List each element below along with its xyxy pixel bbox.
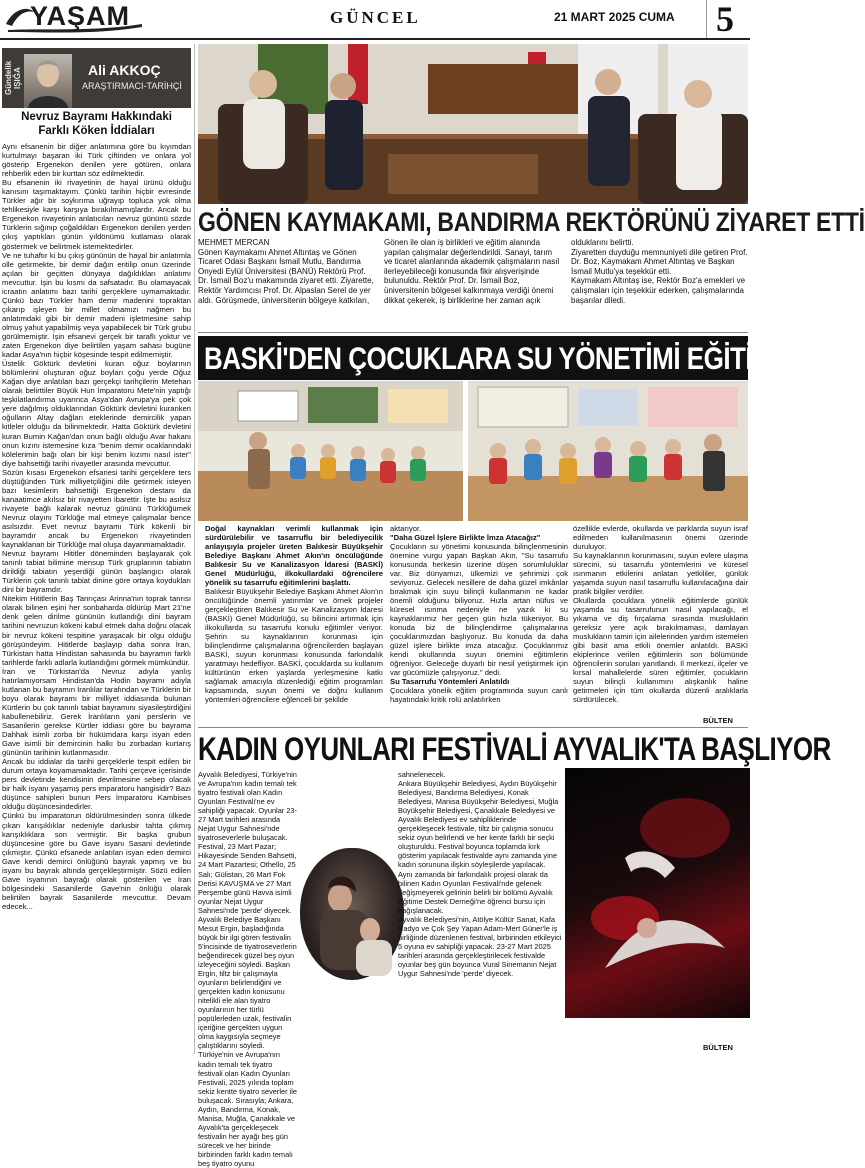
column-paragraph: Aynı efsanenin bir diğer anlatımına göre bu kıyımdan kurtulmayı başaran iki Türk çiftinden ve onlara yol gösterip Ergenekon denilen yere götüren, onlara rehberlik eden bir kurttan söz edilmektedir.	[2, 142, 191, 179]
story2-body: aktarıyor.	[390, 524, 422, 533]
issue-date: 21 MART 2025 CUMA	[554, 10, 675, 24]
dancer-scene-icon	[565, 768, 750, 1018]
story2-body: Çocukların su yönetimi konusunda bilinçlenmesinin önemine vurgu yapan Başkan Akın, "Su tasarrufu konusunda herkesin üzerine düşen sorumluluklar var. Biz dünyamızı, ülkemizi ve şehrimizi çok seviyoruz. Gelecek nesillere de daha güzel imkânlar bırakmak için suyu bilinçli kullanmanın ne kadar önemli olduğunu biliyoruz. Hızla artan nüfus ve küresel ısınma nedeniyle ne yazık ki su kaynaklarımız her geçen gün hızla tükeniyor. Bu konuda biz de bilinçlendirme çalışmalarına çocuklarımızdan başlıyoruz. Bu konuda da daha güzel işlere birlikte imza atacağız. Çocuklarımız kendi okullarında suyun önemini eğitimlerin öğreniyor. Geleceğe duyarlı bir nesil yetiştirmek için var gücümüzle çalışıyoruz." dedi.	[390, 542, 568, 677]
column-paragraph: Nevruz bayramı Hititler döneminden başlayarak çok tanınlı tabiat bilimine mensup Türk gruplarının tabiatın dirildiği tabiatın yeşerdiği günün başlangıcı olarak Türklerin çok tanınlı tabiat dinine göre ortaya koydukları dini bir bayramdır.	[2, 549, 191, 595]
story1-column-1: MEHMET MERCAN Gönen Kaymakamı Ahmet Altıntaş ve Gönen Ticaret Odası Başkanı İsmail Mutlu, Bandırma Onyedi Eylül Üniversitesi (BANÜ) Rektörü Prof. Dr. İsmail Boz'u makamında ziyaret etti. Ziyarette, Rektör Yardımcısı Prof. Dr. Alpaslan Serel de yer aldı. Görüşmede, üniversitenin bölgeye katkıları,	[198, 238, 374, 305]
author-role: ARAŞTIRMACI-TARİHÇİ	[82, 81, 182, 91]
column-paragraph: Üstelik Göktürk devletini kuran oğuz boylarının bölümlerini oluşturan oğuz boyları çoğu yerde Oğuz Kağan diye anlatılan bazı gerçekçi tarihçilerin Metehan olarak belirttiler Büyük Hun İmparatoru Mete'nin yaptığı teşkilatlandırma uyarınca Asya'dan Avrupa'ya pek çok yere dağılmış olduklarından Göktürk devletini kuranken oğulların Altay dağları eteklerinde demircilik yapan kitleler olduğu da bilinmektedir. Hatta Göktürk devletini kuran Bumin Kağan'dan onun bağlı olduğu Avar hakanı onun kızını istemesine kıza "benim demir ocaklarındaki kölelerimin bağı olan bir kişi benim kızımı nasıl ister" diye bahsettiği tarihi rivayetler arasında mevcuttur.	[2, 359, 191, 468]
author-portrait-icon	[24, 54, 72, 108]
column-paragraph: Sözün kısası Ergenekon efsanesi tarihi gerçeklere ters düştüğünden Türk milliyetçiliğini dile getirmek isteyen bazı kesimlerin bahsettiği Ergenekon destanı da kanaatimce akılsız bir rivayetten ibarettir. İşte bu asılsız rivayete bağlı kalarak nevruz gününü Türklüğümek Nevruz olayını Türklüğe mal etmeye çalışmalar bence asılsızdır. Evet nevruz bayramı Türk kökenli bir bayramdır ancak bu Ergenekon rivayetinden kaynaklanan bir Türklüğe mal oluşa dayanmamaktadır.	[2, 467, 191, 550]
column-label: Gündelik IŞIĞA	[4, 60, 22, 96]
author-photo	[24, 54, 72, 108]
story2-lead: Doğal kaynakları verimli kullanmak için sürdürülebilir ve tasarruflu bir belediyecilik anlayışıyla projeler üreten Balıkesir Büyükşehir Belediye Başkanı Ahmet Akın'ın öncülüğünde Balıkesir Su ve Kanalizasyon İdaresi (BASKİ) Genel Müdürlüğü, ilkokullardaki öğrencilere yönelik su tasarrufu eğitimlerini başlattı.	[205, 524, 383, 587]
column-title	[2, 110, 191, 138]
column-paragraph: Çünkü bu imparatorun öldürülmesinden sonra ülkede çıkan karışıklıklar nedeniyle darlusbir tahta çıkmış karışıklıklara son vermiştir. Bir başka grubun düşüncesine göre bu Gave isyanı Sasani devletinde çıkmıştır. Çünkü efsanede anlatılan isyan eden demirci Gave kendi demirci önlüğünü bayrak yapmış ve bu isyanı bu bayrak altında gerçekleştirmiştir. Sözü edilen Gave isyanının bayrağı olarak gösterilen ve İran bölgesindeki Sasanilerde Gave'nin önlüğü olarak belirtilen bayrak Sasanilerde mevcuttur. Devam edecek...	[2, 811, 191, 911]
column-body	[2, 142, 191, 911]
theatre-photo	[300, 848, 404, 980]
performance-photo	[565, 768, 750, 1018]
column-title-line1: Nevruz Bayramı Hakkındaki	[21, 111, 172, 123]
author-box	[2, 48, 191, 108]
section-rule	[198, 727, 748, 728]
author-name: Ali AKKOÇ	[88, 62, 161, 78]
logo-text: YAŞAM	[30, 1, 131, 31]
column-paragraph: İran ve Türkistan'da Nevruz adıyla yanlış hatırlamıyorsam Hindistan'da Hodin bayramı adıyla kutlanan bu bayramın İranlılar tarafından ve Türklerin bir boyu olarak bayramı bir milliyet iddiasında bulunan Kürtlerin bu çok tanınlı tabiat bayramını siyasileştirdiğini kabullenebiliriz. Gerek İranlıların yani perslerin ve Sasanilerin gerekse Kürtler iddiası göre bu bayrama Dahhak isimli zorba bir hükümdara karşı isyan eden Gave isimli bir demircinin halkı bu zorbadan kurtarış gününün tarihinin kutlanmasıdır.	[2, 666, 191, 758]
page-number: 5	[716, 0, 734, 39]
classroom-scene-icon	[198, 381, 748, 521]
story3-byline: BÜLTEN	[703, 1043, 733, 1052]
story1-headline: GÖNEN KAYMAKAMI, BANDIRMA REKTÖRÜNÜ ZİYARET ETTİ	[198, 207, 865, 237]
story2-headline: BASKİ'DEN ÇOCUKLARA SU YÖNETİMİ EĞİTİMİ	[204, 340, 781, 376]
story2-subheading: "Daha Güzel İşlere Birlikte İmza Atacağız"	[390, 533, 541, 542]
story3-column-1: Ayvalık Belediyesi, Türkiye'nin ve Avrupa'nın kadın temalı tek tiyatro festivali olan Kadın Oyunları Festivali'ne ev sahipliği yapacak. Oyunlar 23-27 Mart tarihleri arasında Nejat Uygur Sahnesi'nde tiyatroseverlerle buluşacak. Festival, 23 Mart Pazar; Hikayesinde Senden Bahsetti, 24 Mart Pazartesi; Othello, 25 Salı; Gülistan, 26 Mart Fok Derisi KAVUŞMA ve 27 Mart Perşembe günü Havva isimli oyunlar Nejat Uygur Sahnesi'nde 'perde' diyecek. Ayvalık Belediye Başkanı Mesut Ergin, başladığında büyük bir ilgi gören festivalin 5'incisinde de tiyatroseverlerin beğendirecek güzel beş oyun izleyeceğini söyledi. Başkan Ergin, tiltz bir çalışmayla oyunların belirlendiğini ve gerçekten kadın konusunu nitelikli ele alan tiyatro oyunlarının her türlü popülerleden uzak, festivalin içeriğine gerçekten uygun olma kaygısıyla seçmeye çalıştıklarını söyledi. Türkiye'nin ve Avrupa'nın kadın temalı tek tiyatro festivali olan Kadın Oyunları Festivali, 2025 yılında toplam sekiz kentte tiyatro severler ile buluşacak. Sırasıyla; Ankara, Aydın, Bandırma, Konak, Manisa, Muğla, Çanakkale ve Ayvalık'ta gerçekleşecek festivalin her ayağı beş gün sürecek ve her birinde birbirinden farklı kadın temalı beş tiyatro oyunu	[198, 770, 298, 1168]
story2-column-1	[205, 524, 383, 704]
story2-body: Balıkesir Büyükşehir Belediye Başkanı Ahmet Akın'ın öncülüğünde önemli yatırımlar ve örnek projeler gerçekleştiren Balıkesir Su ve Kanalizasyon İdaresi (BASKİ) Genel Müdürlüğü, su bilincini artırmak için ilkokullarda su tasarrufu konulu eğitimler veriyor. Şehrin su kaynaklarının korunması için bilinçlendirme çalışmalarına öğrencilerden başlayan BASKİ, suyun korunması konusunda farkındalık yaratmayı hedefliyor. BASKİ, çocuklarda su kullanım kültürünün erken yaşlarda yerleşmesine katkı sağlamak amacıyla düzenlediği eğitim programları kapsamında, suyun önemi ve doğru kullanım yöntemleri öğrencilere eğlenceli bir şekilde	[205, 587, 383, 704]
story2-column-3: özellikle evlerde, okullarda ve parklarda suyun israf edilmeden kullanılmasının önemi üzerinde duruluyor. Su kaynaklarının korunmasını, suyun evlere ulaşma sürecini, su tasarrufu yöntemlerini ve küresel ısınmanın etkilerini anlatan yetkililer, günlük yaşamda suyun nasıl tasarruflu kullanılacağına dair pratik bilgiler verdiler. Okullarda çocuklara yönelik eğitimlerde günlük yaşamda su tasarrufunun nasıl yapılacağı, el yıkama ve diş fırçalama sırasında musluklarin gereksiz yere açık bırakılmaması, damlayan muslukların tamiri için ailelerinden yardım istemeleri gibi basit ama etkili önemler anlatıldı. BASKİ ekiplerince verilen eğitimlerin son bölümünde öğrencilerin soruları yanıtlandı. İl merkezi, ilçeler ve kırsal mahallelerde süren eğitimler, çocukların suyun bilinçli kullanımını alışkanlık haline getirmeleri için tüm okullarda düzenli aralıklarla sürdürülecek.	[573, 524, 748, 704]
opinion-column	[2, 48, 191, 1054]
actors-scene-icon	[300, 848, 404, 980]
column-title-line2: Farklı Köken İddiaları	[38, 125, 155, 137]
meeting-scene-icon	[198, 44, 748, 204]
column-paragraph: Nitekim Hititlerin Baş Tanrıçası Arinna'nın toprak tanrısı olarak bilinen eşini her sonbaharda öldürüp Mart 21'ne denk gelen dirilme gününün kutlandığı dini bayram tarihini nevruzun kökeni kabul etmek daha doğru olacak bir nevruz kökeni tespitine yaraşacak bir olgu olduğu görüşündeyim. Hititlerde başlayıp daha sonra İran, Türkistan hatta Hindistan sahasında bu bayramın farklı tarihlerde farklı adlarla kutlandığını görmek mümkündür.	[2, 594, 191, 667]
story3-headline: KADIN OYUNLARI FESTİVALİ AYVALIK'TA BAŞLIYOR	[198, 730, 831, 768]
story3-column-2: sahnelenecek. Ankara Büyükşehir Belediyesi, Aydın Büyükşehir Belediyesi, Bandırma Belediyesi, Konak Belediyesi, Manisa Büyükşehir Belediyesi, Muğla Büyükşehir Belediyesi, Çanakkale Belediyesi ve Ayvalık Belediyesi ev sahipliklerinde gerçekleşecek festivale, tiltz bir çalışma sonucu sekiz oyun belirlendi ve her kente farklı bir seçki oluşturuldu. Festival boyunca toplamda kırk gösterim yapılacak festivalde aynı zamanda yine kadın sorununa ilişkin söyleşilerde yapılacak. Aynı zamanda bir farkındalık projesi olarak da bilinen Kadın Oyunları Festivali'nde gelenek değişmeyerek gelirinin belirli bir bölümü Ayvalık Eğitime Destek Derneği'ne öğrenci bursu için bağışlanacak. Ayvalık Belediyesi'nin, Atölye Kültür Sanat, Kafa Radyo ve Çok Şey Yapan Adam-Mert Güner'le iş birliğinde düzenlenen festival, birbirinden etkileyici 5 oyuna ev sahipliği yapacak. 23-27 Mart 2025 tarihleri arasında gerçekleştirilecek festivalde oyunlar beş gün boyunca Vural Sinemanın Nejat Uygur Sahnesi'nde 'perde' diyecek.	[398, 770, 562, 979]
story1-column-2: Gönen ile olan iş birlikleri ve eğitim alanında yapılan çalışmalar değerlendirildi. Sanayi, tarım ve ticaret alanlarında akademik çalışmaların nasıl ilerleyebileceği konusunda fikir alışverişinde bulunuldu. Rektör Prof. Dr. İsmail Boz, üniversitenin bölgesel kalkınmaya verdiği önemi dikkat çekerek, iş birliklerine her zaman açık	[384, 238, 560, 305]
section-rule	[198, 332, 748, 333]
story2-byline: BÜLTEN	[703, 716, 733, 725]
column-paragraph: Ancak bu iddialar da tarihi gerçeklerle tespit edilen bir durum ortaya koyamamaktadır. Tarihi çerçeve içerisinde pers devletinde kendisinin devrilmesine sebep olacak bir halk isyanı yaşamış pers imparatoru hangisidir? Bazı düşünce sahipleri bunun Pers İmparatoru Kambises olduğu düşüncesindedirler.	[2, 757, 191, 812]
story2-column-2	[390, 524, 568, 704]
column-paragraph: Bu efsanenin iki rivayetinin de hayal ürünü olduğu kanısını taşımaktayım. Çünkü tarihin hiçbir evresinde Türkler ağır bir soykırıma uğrayıp topluca yok olma tehlikesiyle karşı karşıya bırakılmamışlardır. Ancak bu Ergenekon rivayetinin anlatıcıları nevruz gününü sözde Türklerin sığınıp çoğaldıkları Ergenekon denilen yerden çıkış yaptıkları günün yıldönümü kutlaması olarak göstermek ve belirtmek istemektedirler.	[2, 178, 191, 251]
classroom-photo	[198, 381, 748, 521]
column-divider	[194, 44, 195, 1054]
column-paragraph: Ve ne tuhaftır ki bu çıkış gününün de hayal bir anlatımla olle getirmekte, bir demir dağın eritilip onun üzerinde açılan bir geçitten dünyaya dağıldıkları anlatımı mevcuttur. İşin bu kısmı da safsatadır. Bu olamayacak icraatın anlatımı bazı tarihi gerçeklere uymamaktadır. Çünkü bazı Türkler ham demir madenini topraktan çıkarıp işleyen bir millet olmamızı nağmen bu anlatımdaki gibi bir demir madeni işletmesine sahip olmuş yahut yapabilmiş veya yapabilecek bir Türk grubu görülmemiştir. İşin efsanevi gerçek bir taraflı yoktur ve zaten Ergenekon diye belirtilen yaşam sahası bugüne kadar Asya'nın hiçbir köşesinde tespit edilmemiştir.	[2, 250, 191, 360]
story1-column-3: olduklarını belirtti. Ziyaretten duyduğu memnuniyeti dile getiren Prof. Dr. Boz, Kaymakam Ahmet Altıntaş ve Başkan İsmail Mutlu'ya teşekkür etti. Kaymakam Altıntaş ise, Rektör Boz'a emekleri ve çalışmaları için teşekkür ederken, çalışmalarında başarılar diledi.	[571, 238, 748, 305]
section-title: GÜNCEL	[330, 8, 421, 27]
masthead	[0, 0, 750, 40]
meeting-photo	[198, 44, 748, 204]
story2-subheading: Su Tasarrufu Yöntemleri Anlatıldı	[390, 677, 510, 686]
story2-body: Çocuklara yönelik eğitim programında suyun canlı hayatındaki kritik rolü anlatılırken	[390, 686, 568, 704]
